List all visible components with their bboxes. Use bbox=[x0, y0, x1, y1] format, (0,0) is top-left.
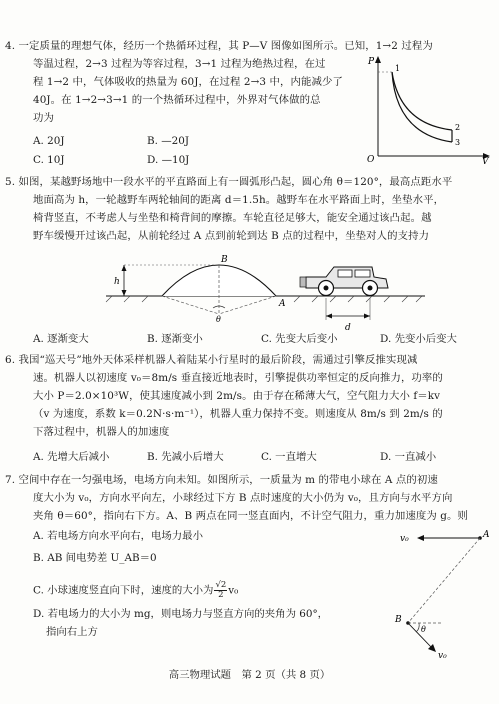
q4-option-b: B. —20J bbox=[147, 135, 190, 147]
q7-line-2: 度大小为 v₀，方向水平向左，小球经过下方 B 点时速度的大小仍为 v₀，且方向与水平方向 bbox=[33, 492, 453, 504]
bump-a-label: A bbox=[279, 299, 286, 309]
bump-road-diagram bbox=[100, 250, 430, 332]
wheelbase-d-label: d bbox=[345, 323, 351, 332]
q6-line-5: 下落过程中，机器人的加速度 bbox=[33, 426, 170, 438]
q4-option-c: C. 10J bbox=[33, 154, 65, 166]
q5-option-c: C. 先变大后变小 bbox=[261, 333, 338, 345]
offroad-vehicle bbox=[300, 267, 388, 296]
q6-line-2: 速。机器人以初速度 v₀＝8m/s 垂直接近地表时，引擎提供功率恒定的反向推力，功率的 bbox=[33, 372, 443, 384]
q4-line-2: 等温过程，2→3 过程为等容过程，3→1 过程为绝热过程，在过 bbox=[33, 58, 326, 70]
q6-option-d: D. 一直减小 bbox=[380, 451, 437, 463]
q5-line-3: 椅背竖直，不考虑人与坐垫和椅背间的摩擦。车轮直径足够大，能安全通过该凸起。越 bbox=[33, 212, 432, 224]
q7-option-b: B. AB 间电势差 U_AB＝0 bbox=[33, 552, 157, 564]
q7-option-c-numerator: √2 bbox=[215, 580, 227, 590]
q7-option-c-text: C. 小球速度竖直向下时，速度的大小为 bbox=[33, 584, 214, 597]
q7-line-1: 7. 空间中存在一匀强电场，电场方向未知。如图所示，一质量为 m 的带电小球在 A 点的初速 bbox=[5, 474, 438, 486]
bottom-v0-label: v₀ bbox=[438, 651, 447, 660]
q4-line-1: 4. 一定质量的理想气体，经历一个热循环过程，其 P—V 图像如图所示。已知，1→2 过程为 bbox=[5, 40, 433, 52]
q4-option-d: D. —10J bbox=[147, 154, 190, 166]
q5-line-2: 地面高为 h，一轮越野车两轮轴间的距离 d＝1.5h。越野车在水平路面上时，坐垫水平， bbox=[33, 194, 445, 206]
q4-line-4: 40J。在 1→2→3→1 的一个热循环过程中，外界对气体做的总 bbox=[33, 94, 321, 106]
q6-line-1: 6. 我国“巡天号”地外天体采样机器人着陆某小行星时的最后阶段，需通过引擎反推实现减 bbox=[5, 354, 418, 366]
pv-origin-label: O bbox=[367, 155, 375, 164]
point-a-label: A bbox=[483, 530, 490, 540]
pv-state-2-label: 2 bbox=[455, 123, 461, 132]
q4-option-a: A. 20J bbox=[33, 135, 65, 147]
page-footer: 高三物理试题 第 2 页（共 8 页） bbox=[168, 669, 331, 681]
point-b-label: B bbox=[395, 615, 402, 625]
pv-diagram bbox=[362, 54, 492, 164]
q7-option-c-fraction bbox=[214, 581, 227, 600]
q5-line-4: 野车缓慢开过该凸起，从前轮经过 A 点到前轮到达 B 点的过程中，坐垫对人的支持力 bbox=[33, 230, 430, 242]
q6-line-4: （v 为速度，系数 k＝0.2N·s·m⁻¹），机器人重力保持不变。则速度从 8m/s 到 2m/s 的 bbox=[33, 408, 443, 420]
q7-option-d-line-1: D. 若电场力的大小为 mg，则电场力与竖直方向的夹角为 60°， bbox=[33, 608, 329, 620]
charged-ball-diagram bbox=[392, 528, 494, 660]
q7-line-3: 夹角 θ＝60°，指向右下方。A、B 两点在同一竖直面内，不计空气阻力，重力加速度为 g。则 bbox=[33, 510, 469, 522]
q6-line-3: 大小 P＝2.0×10³W，使其速度减小到 2m/s。由于存在稀薄大气，空气阻力大小 f＝kv bbox=[33, 390, 441, 402]
q4-line-5: 功为 bbox=[33, 112, 54, 124]
q7-option-d-line-2: 指向右上方 bbox=[46, 626, 98, 638]
angle-theta-label: θ bbox=[421, 625, 426, 634]
q5-line-1: 5. 如图，某越野场地中一段水平的平直路面上有一圆弧形凸起，圆心角 θ＝120°，最高点距水平 bbox=[5, 176, 453, 188]
pv-axis-p-label: P bbox=[368, 57, 375, 67]
top-v0-label: v₀ bbox=[400, 534, 409, 544]
q4-line-3: 程 1→2 中，气体吸收的热量为 60J，在过程 2→3 中，内能减少了 bbox=[33, 76, 343, 88]
q5-option-a: A. 逐渐变大 bbox=[33, 333, 89, 345]
q5-option-d: D. 先变小后变大 bbox=[380, 333, 457, 345]
q7-option-c-v0: v₀ bbox=[228, 584, 239, 597]
pv-state-3-label: 3 bbox=[455, 138, 461, 147]
q6-option-c: C. 一直增大 bbox=[261, 451, 317, 463]
q6-option-a: A. 先增大后减小 bbox=[33, 451, 110, 463]
bump-theta-label: θ bbox=[216, 315, 221, 324]
q6-option-b: B. 先减小后增大 bbox=[147, 451, 224, 463]
q7-option-a: A. 若电场方向水平向右，电场力最小 bbox=[33, 530, 203, 542]
pv-axis-v-label: V bbox=[482, 157, 489, 164]
bump-b-label: B bbox=[221, 255, 228, 265]
bump-h-label: h bbox=[114, 277, 120, 287]
q5-option-b: B. 逐渐变小 bbox=[147, 333, 203, 345]
q7-option-c bbox=[33, 581, 238, 600]
pv-state-1-label: 1 bbox=[395, 64, 401, 73]
q7-option-c-denominator: 2 bbox=[218, 590, 224, 600]
